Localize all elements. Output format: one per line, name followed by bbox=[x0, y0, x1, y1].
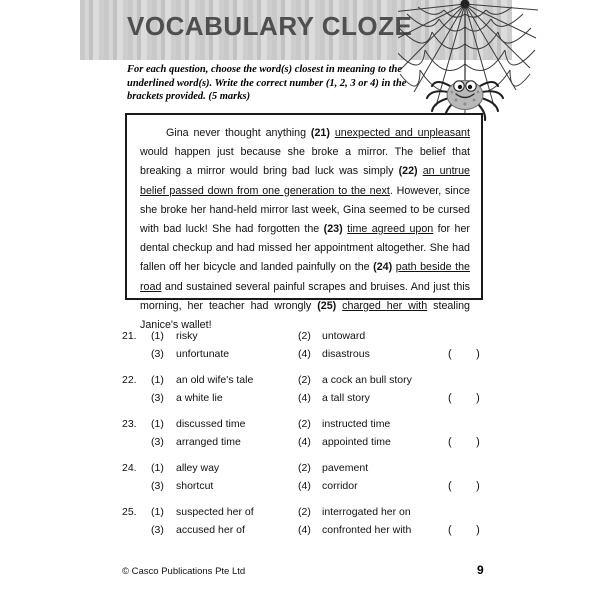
questions-list bbox=[0, 330, 600, 550]
option-marker[interactable]: (2) bbox=[298, 330, 311, 342]
instructions-text bbox=[127, 63, 427, 104]
question-row bbox=[0, 348, 600, 366]
option-marker[interactable]: (1) bbox=[151, 418, 164, 430]
question-row bbox=[0, 330, 600, 348]
passage-segment: . However, since she broke her hand-held mirror last week, Gina seemed to be cursed with bad luck! She had forgotten the bbox=[140, 184, 470, 236]
option-marker[interactable]: (4) bbox=[298, 392, 311, 404]
question-block bbox=[0, 330, 600, 374]
option-marker[interactable]: (3) bbox=[151, 348, 164, 360]
answer-bracket[interactable]: ( ) bbox=[448, 392, 480, 404]
instructions-line: For each question, choose the word(s) closest in meaning to the underlined word(s). Write the correct number (1, 2, 3 or 4) in the brackets provided. (5 marks) bbox=[127, 64, 407, 102]
option-text[interactable]: unfortunate bbox=[176, 348, 230, 360]
passage-question-marker: (22) bbox=[398, 165, 418, 178]
page-number: 9 bbox=[477, 563, 484, 577]
option-text[interactable]: suspected her of bbox=[176, 506, 254, 518]
header-banner bbox=[80, 0, 512, 60]
option-text[interactable]: arranged time bbox=[176, 436, 241, 448]
option-text[interactable]: disastrous bbox=[322, 348, 370, 360]
option-marker[interactable]: (1) bbox=[151, 374, 164, 386]
question-row bbox=[0, 392, 600, 410]
passage-text bbox=[140, 124, 470, 335]
answer-bracket[interactable]: ( ) bbox=[448, 524, 480, 536]
option-text[interactable]: risky bbox=[176, 330, 198, 342]
option-text[interactable]: a cock an bull story bbox=[322, 374, 412, 386]
option-marker[interactable]: (1) bbox=[151, 462, 164, 474]
passage-underlined-phrase: an untrue belief passed down from one generation to the next bbox=[140, 165, 470, 197]
option-marker[interactable]: (2) bbox=[298, 506, 311, 518]
option-marker[interactable]: (4) bbox=[298, 348, 311, 360]
option-marker[interactable]: (3) bbox=[151, 392, 164, 404]
question-number: 23. bbox=[122, 418, 137, 430]
option-marker[interactable]: (2) bbox=[298, 374, 311, 386]
answer-bracket[interactable]: ( ) bbox=[448, 480, 480, 492]
option-marker[interactable]: (3) bbox=[151, 436, 164, 448]
question-row bbox=[0, 436, 600, 454]
passage-box bbox=[125, 113, 483, 332]
passage-segment: stealing Janice's wallet! bbox=[140, 299, 470, 332]
question-row bbox=[0, 374, 600, 392]
question-number: 24. bbox=[122, 462, 137, 474]
option-text[interactable]: confronted her with bbox=[322, 524, 412, 536]
option-text[interactable]: interrogated her on bbox=[322, 506, 411, 518]
question-block bbox=[0, 462, 600, 506]
question-block bbox=[0, 506, 600, 550]
option-marker[interactable]: (4) bbox=[298, 436, 311, 448]
question-row bbox=[0, 506, 600, 524]
question-number: 25. bbox=[122, 506, 137, 518]
question-row bbox=[0, 418, 600, 436]
passage-underlined-phrase: unexpected and unpleasant bbox=[334, 127, 470, 139]
question-number: 22. bbox=[122, 374, 137, 386]
option-marker[interactable]: (3) bbox=[151, 480, 164, 492]
option-marker[interactable]: (2) bbox=[298, 418, 311, 430]
option-marker[interactable]: (2) bbox=[298, 462, 311, 474]
passage-segment: and sustained several painful scrapes and bruises. And just this morning, her teacher had wrongly bbox=[140, 280, 470, 312]
option-text[interactable]: untoward bbox=[322, 330, 366, 342]
passage-question-marker: (24) bbox=[373, 261, 393, 274]
option-text[interactable]: corridor bbox=[322, 480, 358, 492]
option-marker[interactable]: (1) bbox=[151, 506, 164, 518]
page-title: VOCABULARY CLOZE bbox=[127, 11, 413, 41]
option-text[interactable]: shortcut bbox=[176, 480, 214, 492]
footer-copyright: © Casco Publications Pte Ltd bbox=[122, 566, 246, 577]
passage-question-marker: (25) bbox=[317, 299, 337, 312]
answer-bracket[interactable]: ( ) bbox=[448, 436, 480, 448]
question-row bbox=[0, 462, 600, 480]
passage-question-marker: (21) bbox=[310, 127, 330, 139]
passage-question-marker: (23) bbox=[323, 223, 343, 236]
option-text[interactable]: a tall story bbox=[322, 392, 370, 404]
option-text[interactable]: accused her of bbox=[176, 524, 245, 536]
option-text[interactable]: alley way bbox=[176, 462, 220, 474]
option-marker[interactable]: (1) bbox=[151, 330, 164, 342]
option-marker[interactable]: (4) bbox=[298, 480, 311, 492]
question-block bbox=[0, 418, 600, 462]
option-marker[interactable]: (4) bbox=[298, 524, 311, 536]
question-row bbox=[0, 524, 600, 542]
passage-segment: for her dental checkup and had missed her appointment altogether. She had fallen off her bicycle and landed painfully on the bbox=[140, 223, 470, 274]
passage-segment: would happen just because she broke a mirror. The belief that breaking a mirror would bring bad luck was simply bbox=[140, 146, 470, 178]
question-row bbox=[0, 480, 600, 498]
option-text[interactable]: instructed time bbox=[322, 418, 391, 430]
passage-underlined-phrase: path beside the road bbox=[140, 261, 470, 293]
option-text[interactable]: appointed time bbox=[322, 436, 391, 448]
question-block bbox=[0, 374, 600, 418]
option-text[interactable]: a white lie bbox=[176, 392, 223, 404]
passage-underlined-phrase: charged her with bbox=[342, 299, 428, 312]
option-text[interactable]: pavement bbox=[322, 462, 369, 474]
question-number: 21. bbox=[122, 330, 137, 342]
option-text[interactable]: discussed time bbox=[176, 418, 246, 430]
option-text[interactable]: an old wife's tale bbox=[176, 374, 254, 386]
answer-bracket[interactable]: ( ) bbox=[448, 348, 480, 360]
option-marker[interactable]: (3) bbox=[151, 524, 164, 536]
passage-underlined-phrase: time agreed upon bbox=[347, 223, 434, 236]
passage-segment: Gina never thought anything bbox=[166, 127, 311, 139]
